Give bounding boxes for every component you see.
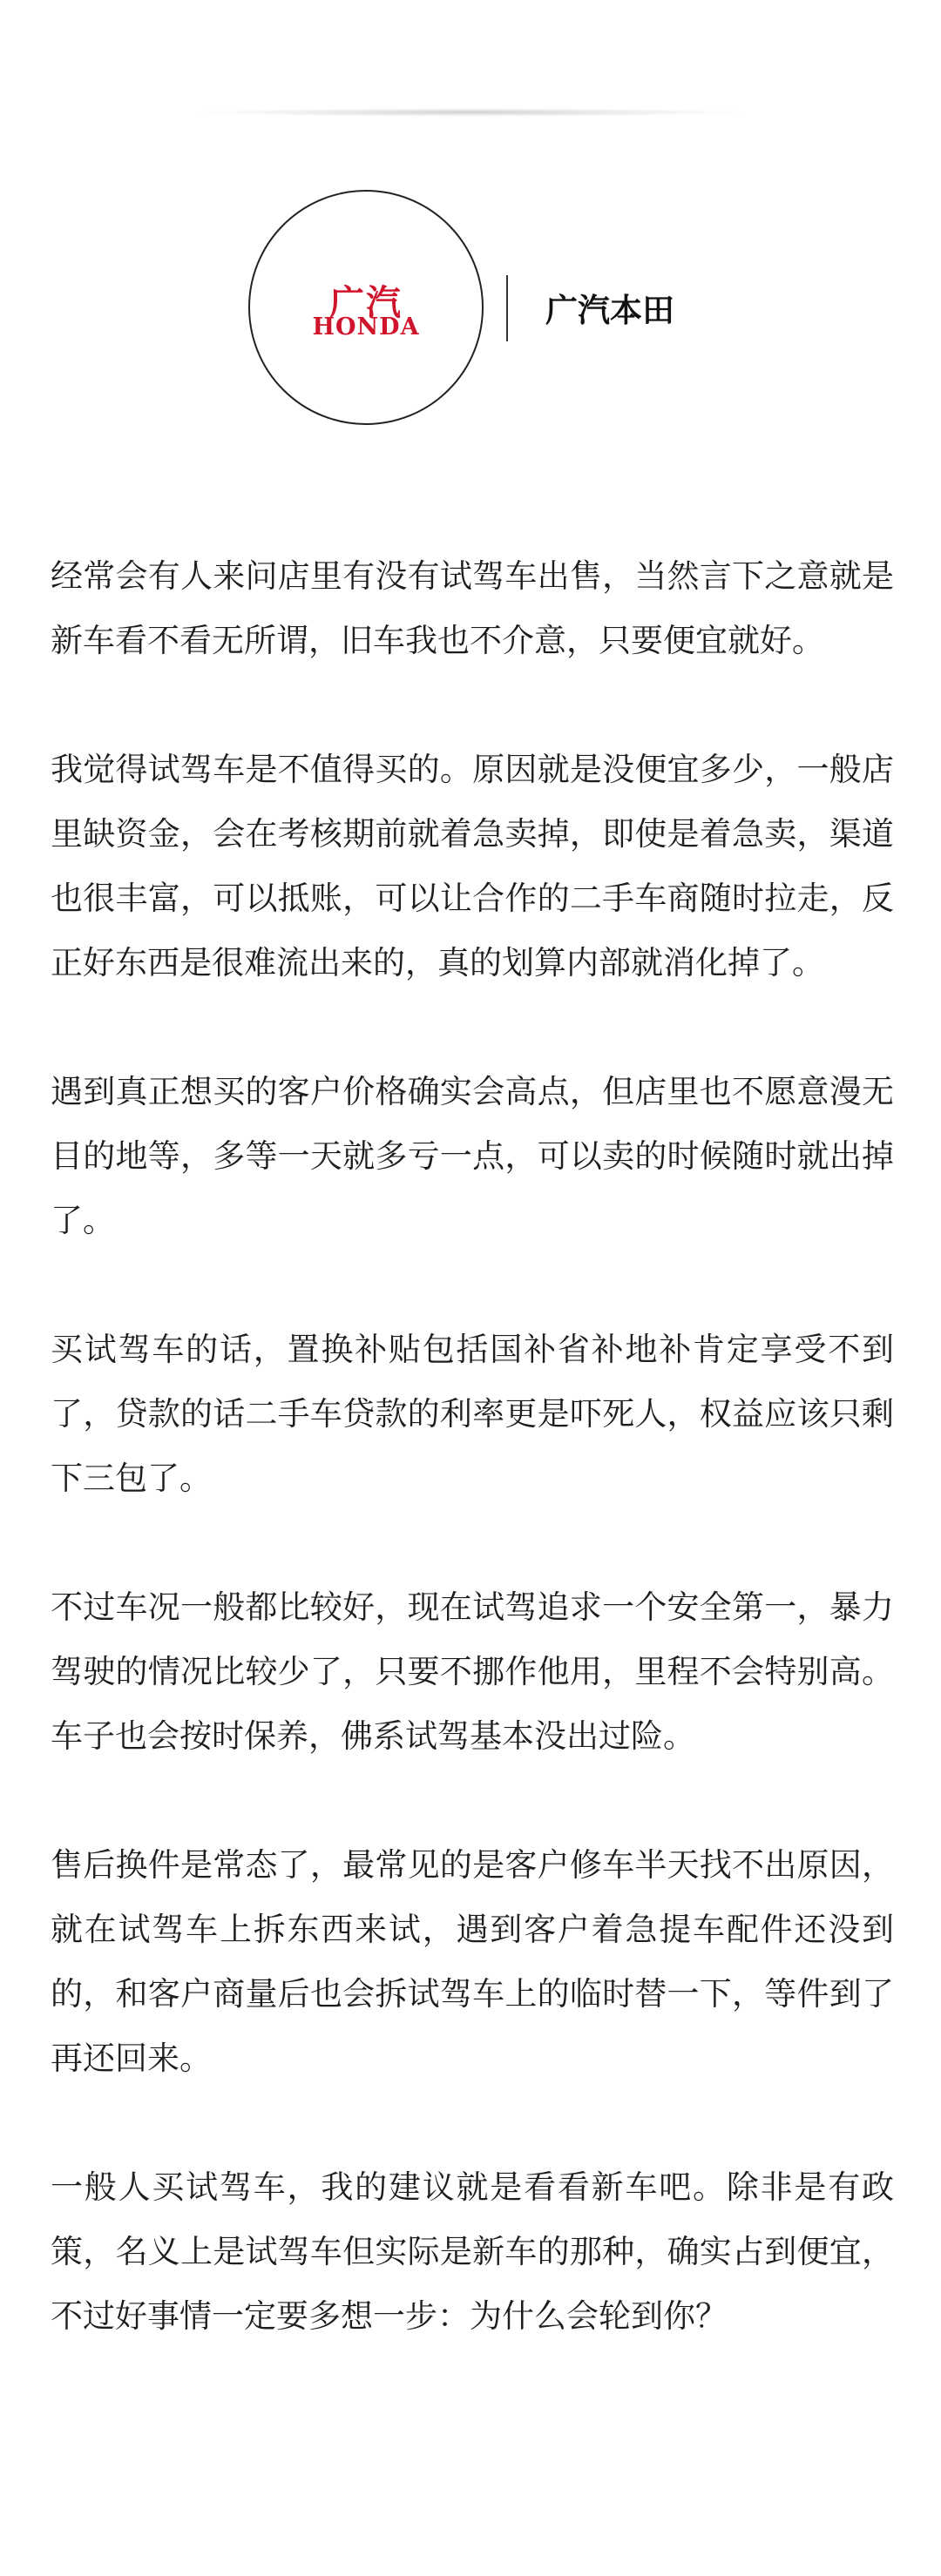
logo-text-en: HONDA: [312, 314, 420, 341]
article-body: [51, 544, 894, 2413]
paragraph-2: 我觉得试驾车是不值得买的。原因就是没便宜多少，一般店里缺资金，会在考核期前就着急卖掉，即使是着急卖，渠道也很丰富，可以抵账，可以让合作的二手车商随时拉走，反正好东西是很难流出来的，真的划算内部就消化掉了。: [51, 751, 894, 981]
gac-honda-logo: [248, 190, 484, 425]
paragraph-6: 售后换件是常态了，最常见的是客户修车半天找不出原因，就在试驾车上拆东西来试，遇到客户着急提车配件还没到的，和客户商量后也会拆试驾车上的临时替一下，等件到了再还回来。: [51, 1846, 894, 2077]
brand-header: [0, 0, 941, 453]
paragraph-5: 不过车况一般都比较好，现在试驾追求一个安全第一，暴力驾驶的情况比较少了，只要不挪作他用，里程不会特别高。车子也会按时保养，佛系试驾基本没出过险。: [51, 1588, 894, 1755]
paragraph-1: 经常会有人来问店里有没有试驾车出售，当然言下之意就是新车看不看无所谓，旧车我也不介意，只要便宜就好。: [51, 557, 894, 659]
paragraph-3: 遇到真正想买的客户价格确实会高点，但店里也不愿意漫无目的地等，多等一天就多亏一点，可以卖的时候随时就出掉了。: [51, 1073, 894, 1239]
brand-separator: [506, 275, 508, 341]
paragraph-7: 一般人买试驾车，我的建议就是看看新车吧。除非是有政策，名义上是试驾车但实际是新车的那种，确实占到便宜，不过好事情一定要多想一步：为什么会轮到你？: [51, 2168, 894, 2335]
logo-text-cn: 广汽: [329, 282, 403, 323]
brand-name: 广汽本田: [545, 292, 674, 329]
paragraph-4: 买试驾车的话，置换补贴包括国补省补地补肯定享受不到了，贷款的话二手车贷款的利率更是吓死人，权益应该只剩下三包了。: [51, 1331, 894, 1497]
